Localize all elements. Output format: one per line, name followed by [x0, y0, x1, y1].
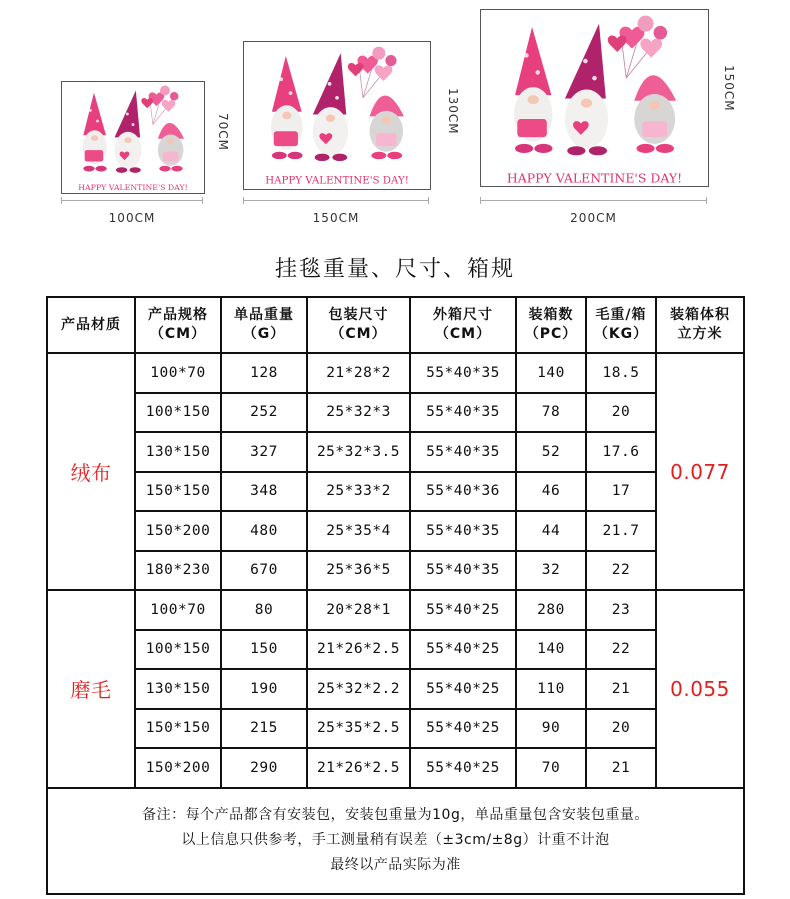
table-cell: 44	[516, 511, 586, 551]
column-header-unit: （PC）	[524, 326, 578, 342]
table-cell: 25*35*2.5	[307, 709, 410, 749]
table-row	[47, 709, 744, 749]
material-cell: 绒布	[47, 353, 135, 590]
table-cell: 130*150	[135, 669, 221, 709]
table-cell: 55*40*25	[410, 590, 516, 630]
table-row	[47, 353, 744, 393]
page-title: 挂毯重量、尺寸、箱规	[274, 257, 515, 282]
width-label-small: 100CM	[61, 211, 203, 225]
preview-medium	[243, 41, 431, 190]
table-cell: 32	[516, 551, 586, 591]
table-row	[47, 393, 744, 433]
notes-cell	[47, 788, 744, 894]
note-line: 最终以产品实际为准	[330, 857, 461, 873]
table-cell: 150*200	[135, 511, 221, 551]
table-cell: 100*150	[135, 393, 221, 433]
column-header-unit: （CM）	[330, 326, 387, 342]
table-cell: 480	[221, 511, 307, 551]
preview-large	[480, 9, 709, 187]
table-cell: 20	[586, 393, 656, 433]
table-cell: 21*26*2.5	[307, 748, 410, 788]
table-cell: 180*230	[135, 551, 221, 591]
table-cell: 25*32*3	[307, 393, 410, 433]
column-header-label: 包装尺寸	[328, 307, 389, 323]
gnome-artwork	[481, 10, 708, 186]
table-row	[47, 551, 744, 591]
width-label-large: 200CM	[480, 211, 707, 225]
gnome-artwork	[244, 42, 430, 189]
table-cell: 20*28*1	[307, 590, 410, 630]
column-header	[410, 297, 516, 353]
table-cell: 22	[586, 630, 656, 670]
table-cell: 21	[586, 669, 656, 709]
table-cell: 25*33*2	[307, 472, 410, 512]
column-header	[656, 297, 744, 353]
table-cell: 25*32*3.5	[307, 432, 410, 472]
table-cell: 70	[516, 748, 586, 788]
note-line: 以上信息只供参考，手工测量稍有误差（±3cm/±8g）计重不计泡	[181, 832, 610, 848]
table-cell: 55*40*25	[410, 630, 516, 670]
column-header	[221, 297, 307, 353]
column-header-unit: 立方米	[677, 326, 723, 342]
table-cell: 21*26*2.5	[307, 630, 410, 670]
table-cell: 17	[586, 472, 656, 512]
table-cell: 80	[221, 590, 307, 630]
column-header-unit: （G）	[242, 326, 286, 342]
table-cell: 140	[516, 630, 586, 670]
column-header	[307, 297, 410, 353]
volume-cell: 0.077	[656, 353, 744, 590]
table-cell: 150*200	[135, 748, 221, 788]
preview-small	[61, 81, 205, 194]
table-cell: 18.5	[586, 353, 656, 393]
table-cell: 190	[221, 669, 307, 709]
table-cell: 150*150	[135, 472, 221, 512]
column-header-label: 毛重/箱	[595, 307, 647, 323]
table-cell: 46	[516, 472, 586, 512]
column-header-label: 产品规格	[148, 307, 208, 323]
notes-row	[47, 788, 744, 894]
table-row	[47, 590, 744, 630]
table-cell: 100*150	[135, 630, 221, 670]
height-label-large: 150CM	[722, 65, 736, 112]
column-header	[135, 297, 221, 353]
table-cell: 110	[516, 669, 586, 709]
table-cell: 670	[221, 551, 307, 591]
table-cell: 55*40*35	[410, 432, 516, 472]
column-header-label: 单品重量	[234, 307, 294, 323]
table-cell: 348	[221, 472, 307, 512]
spec-table	[46, 296, 745, 895]
table-cell: 215	[221, 709, 307, 749]
table-cell: 100*70	[135, 590, 221, 630]
column-header	[586, 297, 656, 353]
table-cell: 100*70	[135, 353, 221, 393]
volume-cell: 0.055	[656, 590, 744, 788]
column-header-label: 装箱数	[528, 307, 574, 323]
table-cell: 280	[516, 590, 586, 630]
table-cell: 25*32*2.2	[307, 669, 410, 709]
table-cell: 130*150	[135, 432, 221, 472]
table-cell: 20	[586, 709, 656, 749]
table-cell: 55*40*35	[410, 393, 516, 433]
table-row	[47, 511, 744, 551]
table-cell: 128	[221, 353, 307, 393]
table-row	[47, 472, 744, 512]
column-header-unit: （CM）	[149, 326, 207, 342]
table-cell: 52	[516, 432, 586, 472]
table-cell: 55*40*35	[410, 353, 516, 393]
column-header-unit: （KG）	[593, 326, 649, 342]
table-row	[47, 669, 744, 709]
table-cell: 25*36*5	[307, 551, 410, 591]
table-cell: 22	[586, 551, 656, 591]
table-cell: 140	[516, 353, 586, 393]
table-cell: 55*40*35	[410, 551, 516, 591]
table-cell: 21.7	[586, 511, 656, 551]
table-cell: 150	[221, 630, 307, 670]
table-cell: 327	[221, 432, 307, 472]
table-cell: 90	[516, 709, 586, 749]
table-cell: 55*40*36	[410, 472, 516, 512]
table-cell: 21*28*2	[307, 353, 410, 393]
table-cell: 55*40*25	[410, 669, 516, 709]
table-cell: 25*35*4	[307, 511, 410, 551]
table-cell: 252	[221, 393, 307, 433]
column-header-label: 装箱体积	[670, 307, 730, 323]
table-cell: 55*40*35	[410, 511, 516, 551]
note-line: 备注：每个产品都含有安装包，安装包重量为10g，单品重量包含安装包重量。	[142, 807, 649, 823]
table-cell: 290	[221, 748, 307, 788]
column-header	[47, 297, 135, 353]
table-body	[47, 353, 744, 788]
table-row	[47, 748, 744, 788]
table-row	[47, 432, 744, 472]
column-header-label: 产品材质	[61, 316, 121, 333]
column-header-label: 外箱尺寸	[433, 307, 493, 323]
table-cell: 78	[516, 393, 586, 433]
width-label-medium: 150CM	[243, 211, 429, 225]
column-header	[516, 297, 586, 353]
gnome-artwork	[62, 82, 204, 193]
table-header-row	[47, 297, 744, 353]
table-cell: 150*150	[135, 709, 221, 749]
column-header-unit: （CM）	[434, 326, 492, 342]
table-cell: 55*40*25	[410, 709, 516, 749]
table-cell: 55*40*25	[410, 748, 516, 788]
height-label-medium: 130CM	[446, 88, 460, 135]
table-cell: 23	[586, 590, 656, 630]
table-cell: 17.6	[586, 432, 656, 472]
height-label-small: 70CM	[216, 113, 230, 152]
material-cell: 磨毛	[47, 590, 135, 788]
table-cell: 21	[586, 748, 656, 788]
table-row	[47, 630, 744, 670]
